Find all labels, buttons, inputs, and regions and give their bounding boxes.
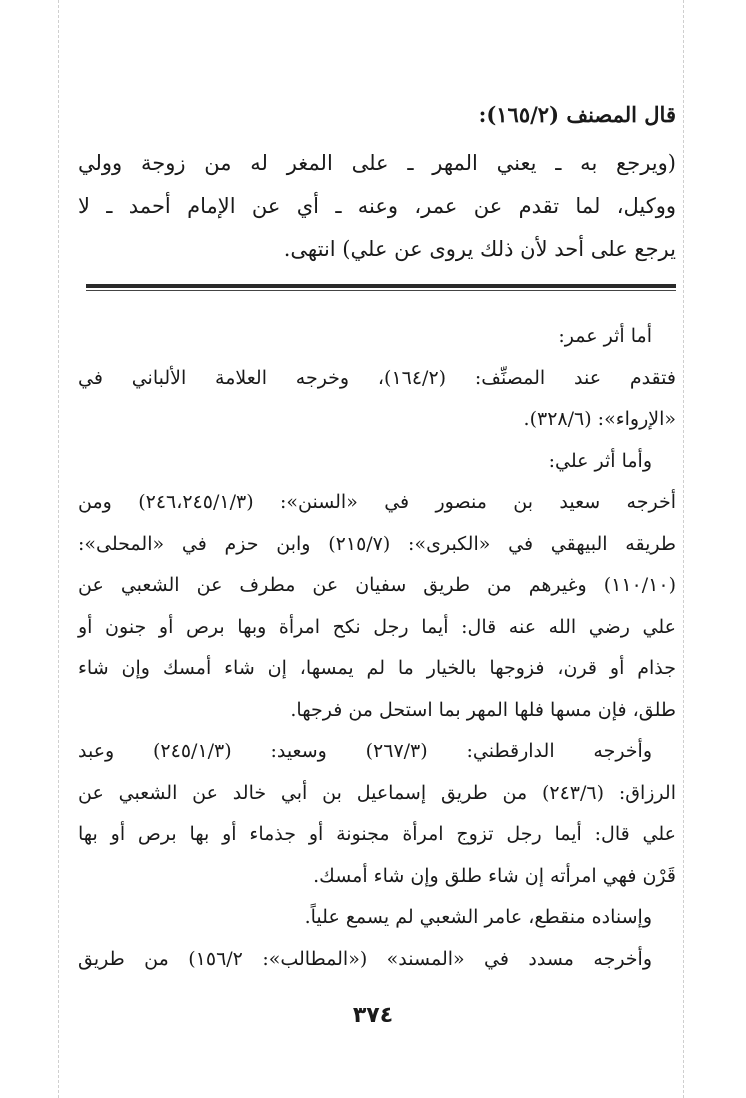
body-line: طلق، فإن مسها فلها المهر بما استحل من فرجها. (290, 698, 676, 721)
body-line: أما أثر عمر: (558, 325, 652, 347)
body-line: أخرجه سعيد بن منصور في «السنن»: (٢٤٦،٢٤٥/١/٣) ومن (78, 491, 676, 513)
left-margin-guide (58, 0, 59, 1098)
body-line: وإسناده منقطع، عامر الشعبي لم يسمع علياً. (304, 906, 652, 928)
commentary-body (78, 316, 676, 980)
body-line: علي قال: أيما رجل تزوج امرأة مجنونة أو جذماء أو بها برص أو بها (78, 823, 676, 845)
body-line: علي رضي الله عنه قال: أيما رجل نكح امرأة وبها برص أو جنون أو (78, 615, 676, 638)
body-line: فتقدم عند المصنِّف: (١٦٤/٢)، وخرجه العلامة الألباني في (78, 366, 676, 389)
section-heading: قال المصنف (١٦٥/٢): (478, 102, 676, 127)
body-line: وأما أثر علي: (548, 449, 652, 472)
quote-line: (ويرجع به ـ يعني المهر ـ على المغر له من زوجة وولي (78, 151, 676, 175)
body-line: «الإرواء»: (٣٢٨/٦). (523, 408, 676, 430)
quote-line: ووكيل، لما تقدم عن عمر، وعنه ـ أي عن الإمام أحمد ـ لا (78, 194, 676, 218)
body-line: الرزاق: (٢٤٣/٦) من طريق إسماعيل بن أبي خالد عن الشعبي عن (78, 781, 676, 804)
author-quote (78, 142, 676, 271)
body-line: وأخرجه الدارقطني: (٢٦٧/٣) وسعيد: (٢٤٥/١/٣) وعبد (78, 740, 653, 762)
body-line: وأخرجه مسدد في «المسند» («المطالب»: ١٥٦/٢) من طريق (78, 947, 653, 970)
page-number: ٣٧٤ (352, 1003, 394, 1028)
divider-thin-rule (86, 290, 676, 291)
quote-line: يرجع على أحد لأن ذلك يروى عن علي) انتهى. (283, 237, 676, 261)
body-line: جذام أو قرن، فزوجها بالخيار ما لم يمسها، إن شاء أمسك وإن شاء (78, 657, 676, 679)
section-divider (86, 284, 676, 291)
body-line: قَرْن فهي امرأته إن شاء طلق وإن شاء أمسك. (313, 864, 676, 887)
body-line: (١١٠/١٠) وغيرهم من طريق سفيان عن مطرف عن الشعبي عن (78, 574, 676, 596)
body-line: طريقه البيهقي في «الكبرى»: (٢١٥/٧) وابن حزم في «المحلى»: (78, 532, 676, 555)
divider-thick-rule (86, 284, 676, 288)
right-margin-guide (683, 0, 684, 1098)
